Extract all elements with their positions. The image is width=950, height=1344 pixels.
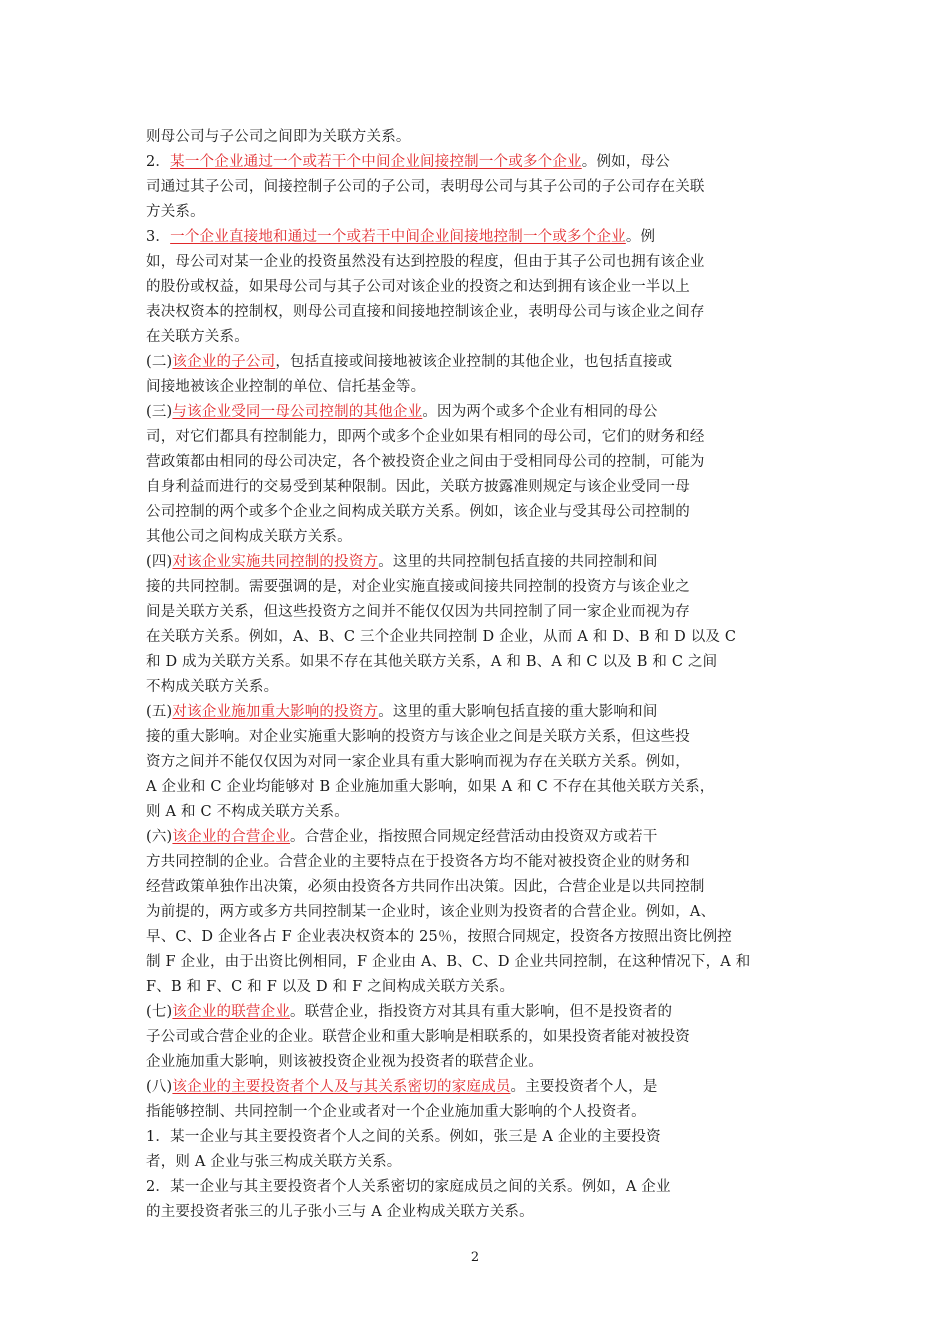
text-line xyxy=(146,750,826,775)
text-segment: 3． xyxy=(146,229,171,245)
highlighted-phrase: 该企业的子公司 xyxy=(172,354,276,370)
text-line xyxy=(146,425,826,450)
text-segment: 和 D 成为关联方关系。如果不存在其他关联方关系，A 和 B、A 和 C 以及 B 和 C 之间 xyxy=(146,654,718,670)
text-line xyxy=(146,825,826,850)
text-segment: 接的重大影响。对企业实施重大影响的投资方与该企业之间是关联方关系，但这些投 xyxy=(146,729,690,745)
text-line xyxy=(146,700,826,725)
text-segment: 为前提的，两方或多方共同控制某一企业时，该企业则为投资者的合营企业。例如，A、 xyxy=(146,904,716,920)
text-segment: (三) xyxy=(146,404,173,420)
text-line xyxy=(146,875,826,900)
highlighted-phrase: 一个企业直接地和通过一个或若干中间企业间接地控制一个或多个企业 xyxy=(170,229,626,245)
text-line xyxy=(146,925,826,950)
text-segment: (五) xyxy=(146,704,173,720)
text-line xyxy=(146,850,826,875)
text-segment: 企业施加重大影响，则该被投资企业视为投资者的联营企业。 xyxy=(146,1054,543,1070)
highlighted-phrase: 对该企业施加重大影响的投资方 xyxy=(172,704,379,720)
text-segment: A 企业和 C 企业均能够对 B 企业施加重大影响，如果 A 和 C 不存在其他关联方关系， xyxy=(146,779,715,795)
text-line xyxy=(146,1050,826,1075)
text-line xyxy=(146,1200,826,1225)
text-segment: 2．某一企业与其主要投资者个人关系密切的家庭成员之间的关系。例如，A 企业 xyxy=(146,1179,671,1195)
text-line xyxy=(146,375,826,400)
text-line xyxy=(146,525,826,550)
text-line xyxy=(146,1125,826,1150)
text-line xyxy=(146,275,826,300)
text-segment: 自身利益而进行的交易受到某种限制。因此，关联方披露准则规定与该企业受同一母 xyxy=(146,479,690,495)
text-line xyxy=(146,225,826,250)
text-line xyxy=(146,125,826,150)
text-line xyxy=(146,1025,826,1050)
text-segment: 如，母公司对某一企业的投资虽然没有达到控股的程度，但由于其子公司也拥有该企业 xyxy=(146,254,705,270)
text-line xyxy=(146,500,826,525)
text-segment: 在关联方关系。例如，A、B、C 三个企业共同控制 D 企业，从而 A 和 D、B 和 D 以及 C xyxy=(146,629,737,645)
text-segment: F、B 和 F、C 和 F 以及 D 和 F 之间构成关联方关系。 xyxy=(146,979,515,995)
body-text xyxy=(146,125,826,1225)
text-segment: 1．某一企业与其主要投资者个人之间的关系。例如，张三是 A 企业的主要投资 xyxy=(146,1129,661,1145)
highlighted-phrase: 该企业的联营企业 xyxy=(172,1004,291,1020)
text-segment: 的股份或权益，如果母公司与其子公司对该企业的投资之和达到拥有该企业一半以上 xyxy=(146,279,690,295)
page-number: 2 xyxy=(470,1250,480,1265)
text-segment: 。合营企业，指按照合同规定经营活动由投资双方或若干 xyxy=(290,829,658,845)
highlighted-phrase: 该企业的主要投资者个人及与其关系密切的家庭成员 xyxy=(172,1079,511,1095)
text-segment: 公司控制的两个或多个企业之间构成关联方关系。例如，该企业与受其母公司控制的 xyxy=(146,504,690,520)
text-line xyxy=(146,575,826,600)
text-segment: 表决权资本的控制权，则母公司直接和间接地控制该企业，表明母公司与该企业之间存 xyxy=(146,304,705,320)
text-segment: 不构成关联方关系。 xyxy=(146,679,279,695)
text-line xyxy=(146,300,826,325)
text-segment: 间接地被该企业控制的单位、信托基金等。 xyxy=(146,379,426,395)
text-line xyxy=(146,625,826,650)
text-segment: 营政策都由相同的母公司决定，各个被投资企业之间由于受相同母公司的控制，可能为 xyxy=(146,454,705,470)
text-segment: 间是关联方关系，但这些投资方之间并不能仅仅因为共同控制了同一家企业而视为存 xyxy=(146,604,690,620)
text-segment: 。这里的共同控制包括直接的共同控制和间 xyxy=(378,554,658,570)
text-line xyxy=(146,950,826,975)
text-line xyxy=(146,350,826,375)
text-segment: 司通过其子公司，间接控制子公司的子公司，表明母公司与其子公司的子公司存在关联 xyxy=(146,179,705,195)
text-segment: 指能够控制、共同控制一个企业或者对一个企业施加重大影响的个人投资者。 xyxy=(146,1104,646,1120)
text-line xyxy=(146,450,826,475)
text-line xyxy=(146,1000,826,1025)
text-segment: ，包括直接或间接地被该企业控制的其他企业，也包括直接或 xyxy=(275,354,673,370)
text-segment: 其他公司之间构成关联方关系。 xyxy=(146,529,352,545)
text-segment: 者，则 A 企业与张三构成关联方关系。 xyxy=(146,1154,402,1170)
text-line xyxy=(146,800,826,825)
text-segment: 。例 xyxy=(625,229,656,245)
text-line xyxy=(146,900,826,925)
text-segment: 方共同控制的企业。合营企业的主要特点在于投资各方均不能对被投资企业的财务和 xyxy=(146,854,690,870)
text-segment: 在关联方关系。 xyxy=(146,329,249,345)
text-segment: 。联营企业，指投资方对其具有重大影响，但不是投资者的 xyxy=(290,1004,673,1020)
highlighted-phrase: 某一个企业通过一个或若干个中间企业间接控制一个或多个企业 xyxy=(170,154,582,170)
text-segment: (六) xyxy=(146,829,173,845)
text-segment: 。这里的重大影响包括直接的重大影响和间 xyxy=(378,704,658,720)
text-line xyxy=(146,725,826,750)
text-segment: 制 F 企业，由于出资比例相同，F 企业由 A、B、C、D 企业共同控制，在这种情况下，A 和 xyxy=(146,954,751,970)
highlighted-phrase: 对该企业实施共同控制的投资方 xyxy=(172,554,379,570)
text-segment: 2． xyxy=(146,154,171,170)
text-segment: 司，对它们都具有控制能力，即两个或多个企业如果有相同的母公司，它们的财务和经 xyxy=(146,429,705,445)
text-line xyxy=(146,975,826,1000)
text-segment: 经营政策单独作出决策，必须由投资各方共同作出决策。因此，合营企业是以共同控制 xyxy=(146,879,705,895)
text-line xyxy=(146,675,826,700)
text-line xyxy=(146,1175,826,1200)
text-segment: (二) xyxy=(146,354,173,370)
text-segment: 方关系。 xyxy=(146,204,205,220)
text-segment: 。主要投资者个人，是 xyxy=(510,1079,658,1095)
text-segment: 。例如，母公 xyxy=(581,154,670,170)
text-line xyxy=(146,250,826,275)
highlighted-phrase: 与该企业受同一母公司控制的其他企业 xyxy=(172,404,423,420)
text-segment: 接的共同控制。需要强调的是，对企业实施直接或间接共同控制的投资方与该企业之 xyxy=(146,579,690,595)
text-segment: 子公司或合营企业的企业。联营企业和重大影响是相联系的，如果投资者能对被投资 xyxy=(146,1029,690,1045)
text-line xyxy=(146,650,826,675)
text-segment: 的主要投资者张三的儿子张小三与 A 企业构成关联方关系。 xyxy=(146,1204,534,1220)
text-line xyxy=(146,775,826,800)
text-line xyxy=(146,1100,826,1125)
text-segment: 资方之间并不能仅仅因为对同一家企业具有重大影响而视为存在关联方关系。例如， xyxy=(146,754,690,770)
text-line xyxy=(146,325,826,350)
text-segment: 。因为两个或多个企业有相同的母公 xyxy=(422,404,658,420)
text-line xyxy=(146,600,826,625)
text-segment: 则 A 和 C 不构成关联方关系。 xyxy=(146,804,349,820)
text-line xyxy=(146,150,826,175)
text-line xyxy=(146,475,826,500)
highlighted-phrase: 该企业的合营企业 xyxy=(172,829,291,845)
text-line xyxy=(146,1075,826,1100)
text-segment: 早、C、D 企业各占 F 企业表决权资本的 25％，按照合同规定，投资各方按照出资比例控 xyxy=(146,929,732,945)
text-segment: (八) xyxy=(146,1079,173,1095)
text-line xyxy=(146,200,826,225)
text-segment: (七) xyxy=(146,1004,173,1020)
text-line xyxy=(146,400,826,425)
text-line xyxy=(146,175,826,200)
text-line xyxy=(146,1150,826,1175)
text-segment: 则母公司与子公司之间即为关联方关系。 xyxy=(146,129,411,145)
text-line xyxy=(146,550,826,575)
text-segment: (四) xyxy=(146,554,173,570)
